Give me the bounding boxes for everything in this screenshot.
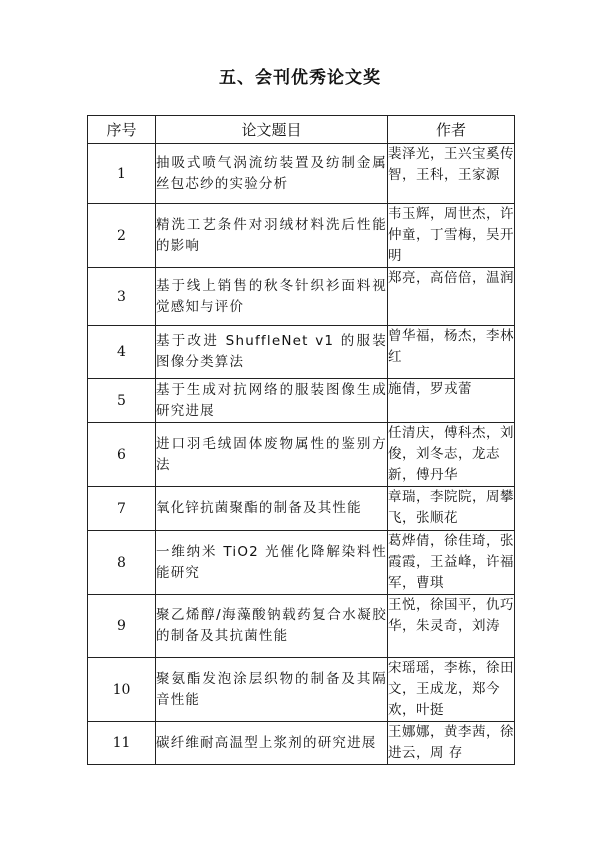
cell-authors: 郑亮，高倍倍，温润 xyxy=(388,268,515,326)
cell-paper-title: 一维纳米 TiO2 光催化降解染料性能研究 xyxy=(156,531,388,595)
cell-paper-title: 聚乙烯醇/海藻酸钠载药复合水凝胶的制备及其抗菌性能 xyxy=(156,595,388,658)
table-row xyxy=(88,204,515,268)
cell-serial-number: 6 xyxy=(88,423,156,487)
cell-paper-title: 抽吸式喷气涡流纺装置及纺制金属丝包芯纱的实验分析 xyxy=(156,144,388,204)
cell-serial-number: 2 xyxy=(88,204,156,268)
table-row xyxy=(88,423,515,487)
table-row xyxy=(88,722,515,765)
table-row xyxy=(88,487,515,531)
cell-authors: 裴泽光，王兴宝奚传智，王科，王家源 xyxy=(388,144,515,204)
cell-serial-number: 4 xyxy=(88,326,156,379)
cell-serial-number: 3 xyxy=(88,268,156,326)
cell-authors: 葛烨倩，徐佳琦，张霞霞，王益峰，许福军，曹琪 xyxy=(388,531,515,595)
table-row xyxy=(88,531,515,595)
cell-authors: 宋瑶瑶，李栋，徐田文，王成龙，郑今欢，叶挺 xyxy=(388,658,515,722)
header-no: 序号 xyxy=(88,116,156,144)
table-row xyxy=(88,326,515,379)
cell-paper-title: 碳纤维耐高温型上浆剂的研究进展 xyxy=(156,722,388,765)
cell-serial-number: 11 xyxy=(88,722,156,765)
cell-paper-title: 精洗工艺条件对羽绒材料洗后性能的影响 xyxy=(156,204,388,268)
cell-authors: 曾华福，杨杰，李林红 xyxy=(388,326,515,379)
cell-serial-number: 5 xyxy=(88,379,156,423)
cell-paper-title: 基于生成对抗网络的服装图像生成研究进展 xyxy=(156,379,388,423)
cell-authors: 韦玉辉，周世杰，许仲童，丁雪梅，吴开明 xyxy=(388,204,515,268)
cell-serial-number: 10 xyxy=(88,658,156,722)
header-topic: 论文题目 xyxy=(156,116,388,144)
cell-authors: 王悦，徐国平，仇巧华，朱灵奇，刘涛 xyxy=(388,595,515,658)
cell-paper-title: 基于线上销售的秋冬针织衫面料视觉感知与评价 xyxy=(156,268,388,326)
page-title: 五、会刊优秀论文奖 xyxy=(219,68,381,88)
cell-authors: 王娜娜，黄李茜，徐进云，周 存 xyxy=(388,722,515,765)
cell-serial-number: 7 xyxy=(88,487,156,531)
cell-serial-number: 9 xyxy=(88,595,156,658)
table-row xyxy=(88,658,515,722)
cell-serial-number: 8 xyxy=(88,531,156,595)
table-row xyxy=(88,595,515,658)
cell-authors: 任清庆，傅科杰，刘俊，刘冬志，龙志新，傅丹华 xyxy=(388,423,515,487)
cell-paper-title: 基于改进 ShuffleNet v1 的服装图像分类算法 xyxy=(156,326,388,379)
cell-authors: 章瑞，李院院，周攀飞，张顺花 xyxy=(388,487,515,531)
table-row xyxy=(88,144,515,204)
cell-authors: 施倩，罗戎蕾 xyxy=(388,379,515,423)
table-row xyxy=(88,268,515,326)
cell-serial-number: 1 xyxy=(88,144,156,204)
cell-paper-title: 进口羽毛绒固体废物属性的鉴别方法 xyxy=(156,423,388,487)
cell-paper-title: 氧化锌抗菌聚酯的制备及其性能 xyxy=(156,487,388,531)
table-body xyxy=(88,144,515,765)
table-header-row xyxy=(88,116,515,144)
cell-paper-title: 聚氨酯发泡涂层织物的制备及其隔音性能 xyxy=(156,658,388,722)
table-row xyxy=(88,379,515,423)
award-table xyxy=(87,115,515,765)
header-authors: 作者 xyxy=(388,116,515,144)
